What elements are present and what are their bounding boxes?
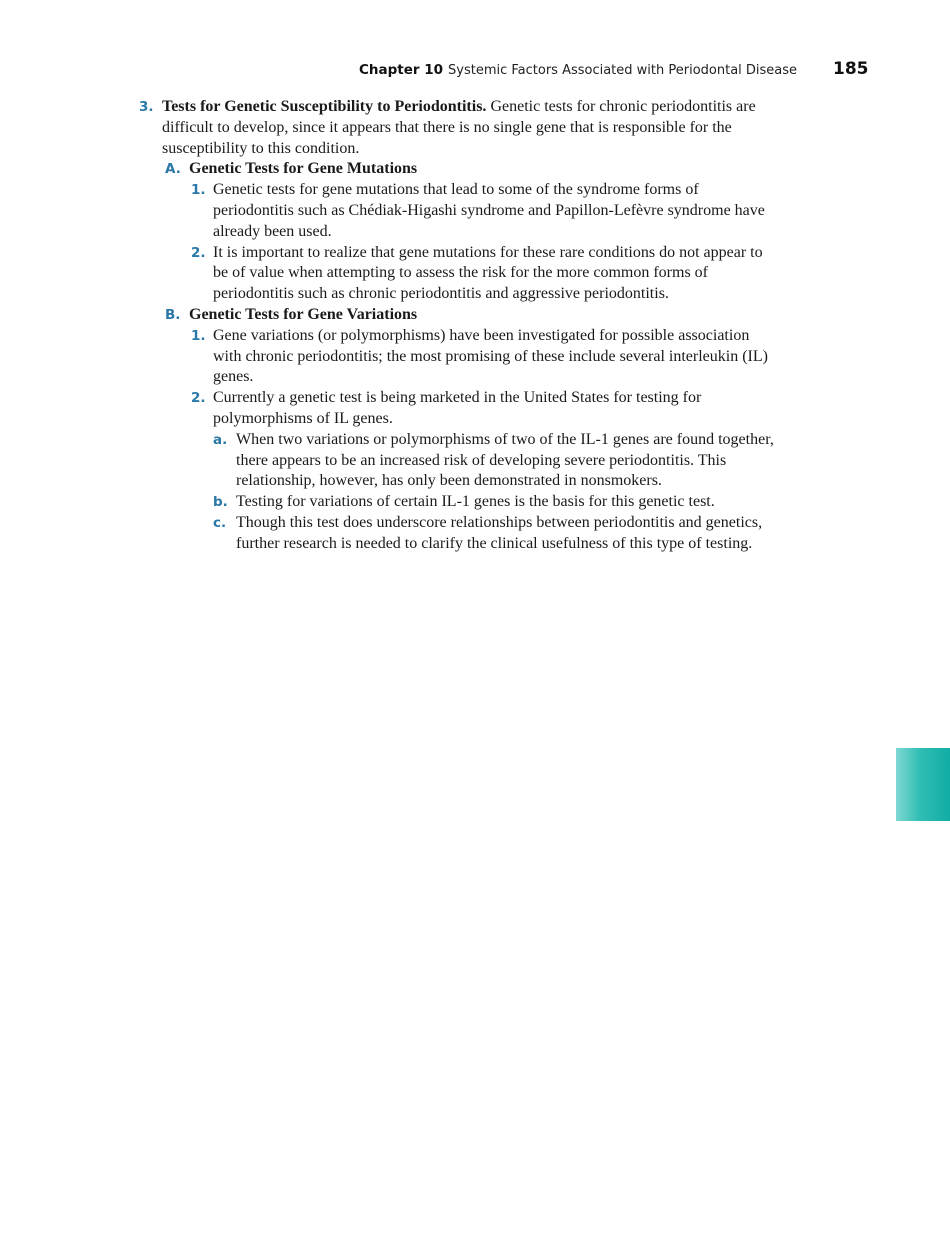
sub-list-item-text: Testing for variations of certain IL-1 genes is the basis for this genetic test. bbox=[236, 493, 715, 511]
list-marker: 2. bbox=[191, 244, 206, 261]
page-body bbox=[0, 97, 950, 555]
subsection-a-heading bbox=[165, 159, 774, 180]
list-marker: A. bbox=[165, 161, 181, 178]
list-item bbox=[191, 388, 774, 430]
list-item-text: Gene variations (or polymorphisms) have been investigated for possible association with chronic periodontitis; the most promising of these include several interleukin (IL) genes. bbox=[213, 326, 768, 386]
section-text: Genetic tests for chronic periodontitis are difficult to develop, since it appears that there is no single gene that is responsible for the susceptibility to this condition. bbox=[162, 98, 756, 157]
chapter-label: Chapter 10 bbox=[359, 62, 444, 78]
list-item-text: Currently a genetic test is being marketed in the United States for testing for polymorphisms of IL genes. bbox=[213, 389, 702, 427]
sub-list-item bbox=[213, 430, 774, 492]
list-item-text: Genetic tests for gene mutations that lead to some of the syndrome forms of periodontitis such as Chédiak-Higashi syndrome and Papillon-Lefèvre syndrome have already been used. bbox=[213, 181, 765, 240]
list-marker: B. bbox=[165, 306, 181, 323]
list-marker: 3. bbox=[139, 99, 154, 115]
sub-list-item-text: When two variations or polymorphisms of two of the IL-1 genes are found together, there appears to be an increased risk of developing severe periodontitis. This relationship, however, has only been demonstrated in nonsmokers. bbox=[236, 430, 774, 490]
sub-list-item-text: Though this test does underscore relationships between periodontitis and genetics, further research is needed to clarify the clinical usefulness of this type of testing. bbox=[236, 513, 763, 552]
subsection-heading: Genetic Tests for Gene Mutations bbox=[189, 160, 418, 178]
list-marker: c. bbox=[213, 514, 227, 531]
sub-list-item bbox=[213, 492, 774, 513]
chapter-thumb-tab bbox=[896, 748, 950, 821]
list-item-text: It is important to realize that gene mutations for these rare conditions do not appear to be of value when attempting to assess the risk for the more common forms of periodontitis such as chronic periodontitis and aggressive periodontitis. bbox=[213, 243, 763, 303]
list-item bbox=[191, 326, 774, 388]
list-item bbox=[191, 180, 774, 242]
list-marker: 1. bbox=[191, 327, 206, 344]
subsection-heading: Genetic Tests for Gene Variations bbox=[189, 305, 418, 323]
section-3 bbox=[139, 97, 774, 159]
list-item bbox=[191, 243, 774, 305]
subsection-b-heading bbox=[165, 305, 774, 326]
list-marker: b. bbox=[213, 494, 228, 511]
list-marker: 2. bbox=[191, 390, 206, 407]
list-marker: 1. bbox=[191, 182, 206, 199]
page-number: 185 bbox=[833, 59, 869, 79]
sub-list-item bbox=[213, 513, 774, 555]
chapter-title: Systemic Factors Associated with Periodontal Disease bbox=[448, 63, 798, 78]
section-heading: Tests for Genetic Susceptibility to Periodontitis. bbox=[162, 98, 487, 115]
running-head bbox=[0, 60, 950, 82]
list-marker: a. bbox=[213, 431, 228, 448]
